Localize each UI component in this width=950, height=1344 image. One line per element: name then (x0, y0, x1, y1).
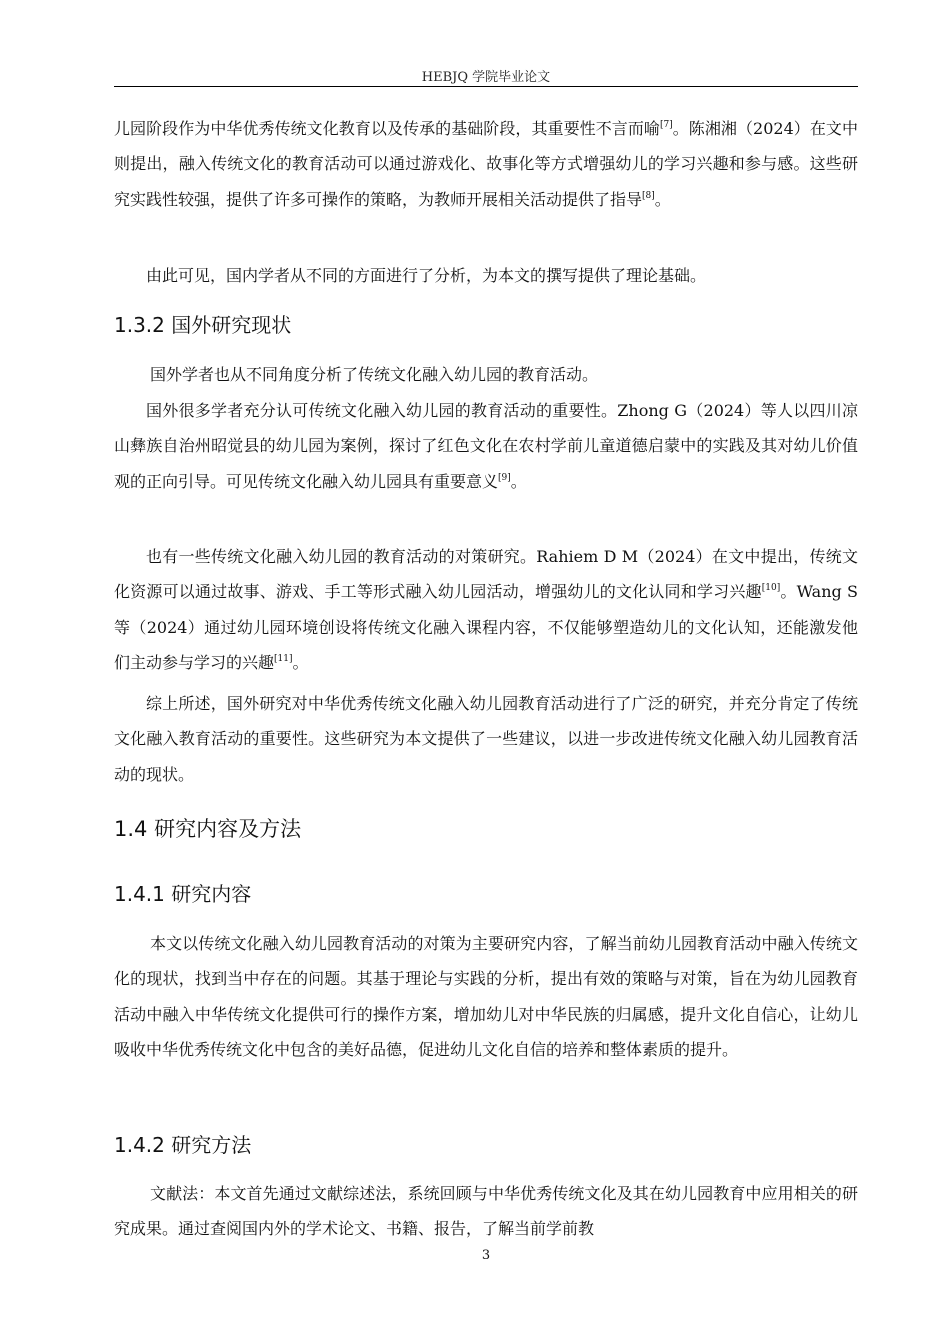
section-heading-1-3-2: 1.3.2 国外研究现状 (114, 313, 292, 337)
paragraph-text: 儿园阶段作为中华优秀传统文化教育以及传承的基础阶段，其重要性不言而喻 (114, 119, 660, 138)
page-header: HEBJQ 学院毕业论文 (421, 70, 551, 85)
citation: [7] (659, 120, 673, 130)
paragraph-text: 。 (510, 471, 527, 491)
citation: [11] (274, 654, 293, 665)
citation: [8] (642, 190, 655, 201)
section-heading-1-4: 1.4 研究内容及方法 (114, 817, 302, 841)
paragraph-foreign-intro: 国外学者也从不同角度分析了传统文化融入幼儿园的教育活动。 (150, 365, 599, 384)
paragraph-text: 。 (654, 189, 671, 209)
page-number: 3 (481, 1248, 491, 1263)
paragraph-text: 。陈湘湘（2024）在文中则提出，融入传统文化的教育活动可以通过游戏化、故事化等方式增强幼儿的学习兴趣和参与感。这些研究实践性较强，提供了许多可操作的策略，为教师开展相关活动提供了指导 (114, 119, 858, 209)
paragraph-text: 国外很多学者充分认可传统文化融入幼儿园的教育活动的重要性。Zhong G（2024）等人以四川凉山彝族自治州昭觉县的幼儿园为案例，探讨了红色文化在农村学前儿童道德启蒙中的实践及其对幼儿价值观的正向引导。可见传统文化融入幼儿园具有重要意义 (114, 401, 858, 491)
section-heading-1-4-2: 1.4.2 研究方法 (114, 1133, 252, 1157)
paragraph-text: 。Wang S 等（2024）通过幼儿园环境创设将传统文化融入课程内容，不仅能够塑造幼儿的文化认知，还能激发他们主动参与学习的兴趣 (114, 582, 858, 673)
paragraph-domestic-research-end (114, 111, 858, 217)
citation: [9] (498, 472, 511, 483)
paragraph-research-content: 本文以传统文化融入幼儿园教育活动的对策为主要研究内容，了解当前幼儿园教育活动中融入传统文化的现状，找到当中存在的问题。其基于理论与实践的分析，提出有效的策略与对策，旨在为幼儿园教育活动中融入中华传统文化提供可行的操作方案，增加幼儿对中华民族的归属感，提升文化自信心，让幼儿吸收中华优秀传统文化中包含的美好品德，促进幼儿文化自信的培养和整体素质的提升。 (114, 934, 858, 1060)
paragraph-research-method: 文献法：本文首先通过文献综述法，系统回顾与中华优秀传统文化及其在幼儿园教育中应用相关的研究成果。通过查阅国内外的学术论文、书籍、报告，了解当前学前教 (114, 1184, 858, 1239)
paragraph-text: 也有一些传统文化融入幼儿园的教育活动的对策研究。Rahiem D M（2024）在文中提出，传统文化资源可以通过故事、游戏、手工等形式融入幼儿园活动，增强幼儿的文化认同和学习兴趣 (114, 547, 858, 602)
paragraph-domestic-summary: 由此可见，国内学者从不同的方面进行了分析，为本文的撰写提供了理论基础。 (146, 266, 707, 285)
paragraph-foreign-summary: 综上所述，国外研究对中华优秀传统文化融入幼儿园教育活动进行了广泛的研究，并充分肯定了传统文化融入教育活动的重要性。这些研究为本文提供了一些建议，以进一步改进传统文化融入幼儿园教育活动的现状。 (114, 694, 858, 784)
paragraph-foreign-strategies (114, 539, 858, 681)
paragraph-text: 。 (292, 653, 309, 673)
section-heading-1-4-1: 1.4.1 研究内容 (114, 882, 252, 906)
citation: [10] (761, 583, 781, 594)
header-rule (114, 86, 858, 87)
paragraph-foreign-importance (114, 393, 858, 499)
